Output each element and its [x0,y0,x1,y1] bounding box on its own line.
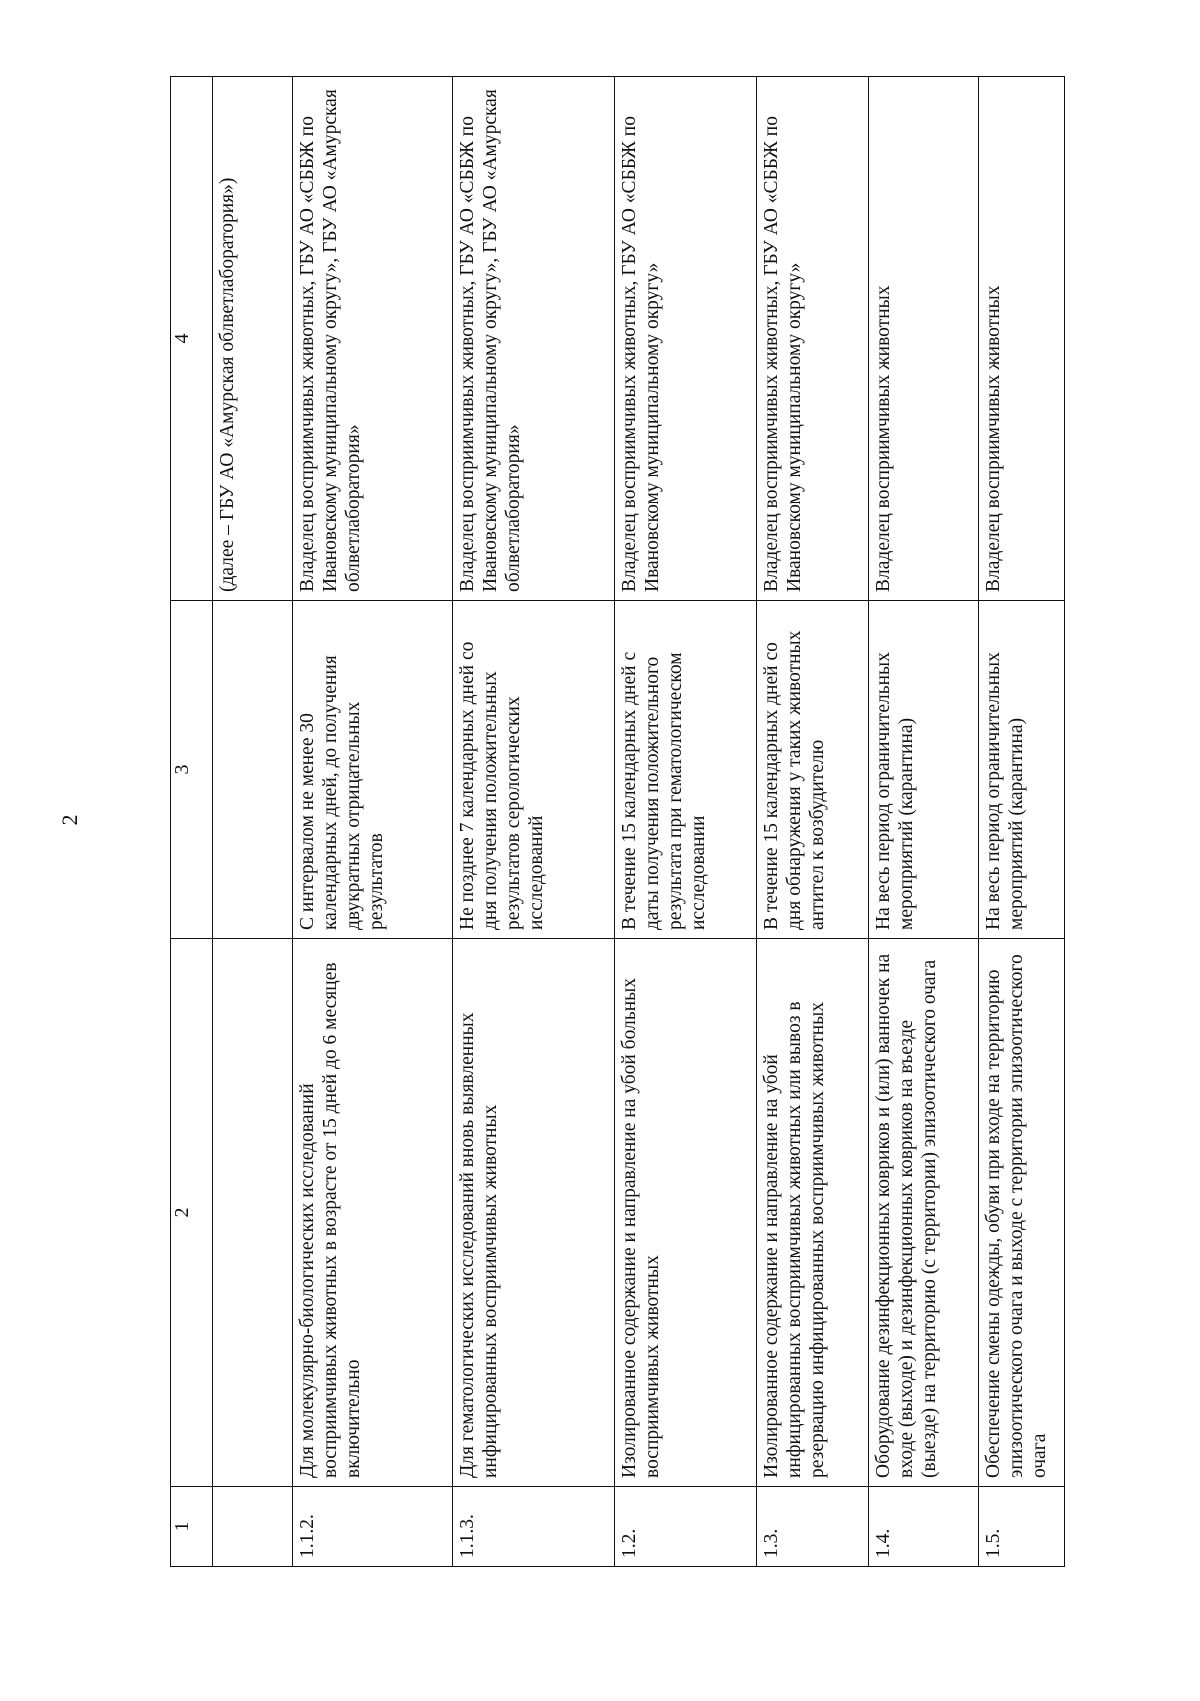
row-number: 1.2. [615,1487,757,1567]
responsible-cell: Владелец восприимчивых животных, ГБУ АО «СББЖ по Ивановскому муниципальному округу» [757,77,869,601]
measure-cell: Изолированное содержание и направление на убой инфицированных восприимчивых животных или вывоз в резервацию инфицированных восприимчивых животных [757,939,869,1487]
responsible-cell: Владелец восприимчивых животных, ГБУ АО «СББЖ по Ивановскому муниципальному округу» [615,77,757,601]
table-row [615,77,757,1567]
row-number: 1.4. [869,1487,979,1567]
header-cell-2: 2 [171,939,213,1487]
timing-cell [213,601,293,939]
header-cell-4: 4 [171,77,213,601]
row-number: 1.5. [979,1487,1065,1567]
measure-cell: Оборудование дезинфекционных ковриков и (или) ванночек на входе (выходе) и дезинфекционных ковриков на въезде (выезде) на территорию (с территории) эпизоотического очага [869,939,979,1487]
header-cell-1: 1 [171,1487,213,1567]
measure-cell: Изолированное содержание и направление на убой больных восприимчивых животных [615,939,757,1487]
header-cell-3: 3 [171,601,213,939]
timing-cell: В течение 15 календарных дней со дня обнаружения у таких животных антител к возбудителю [757,601,869,939]
page-number: 2 [57,814,82,826]
responsible-cell: Владелец восприимчивых животных [979,77,1065,601]
table-row [869,77,979,1567]
timing-cell: С интервалом не менее 30 календарных дней, до получения двукратных отрицательных результатов [293,601,453,939]
responsible-cell: Владелец восприимчивых животных, ГБУ АО «СББЖ по Ивановскому муниципальному округу», ГБУ АО «Амурская облветлаборатория» [453,77,615,601]
measure-cell: Для молекулярно-биологических исследований восприимчивых животных в возрасте от 15 дней до 6 месяцев включительно [293,939,453,1487]
responsible-cell: Владелец восприимчивых животных [869,77,979,601]
timing-cell: Не позднее 7 календарных дней со дня получения положительных результатов серологических исследований [453,601,615,939]
row-number [213,1487,293,1567]
table-row [979,77,1065,1567]
measure-cell [213,939,293,1487]
row-number: 1.1.3. [453,1487,615,1567]
row-number: 1.3. [757,1487,869,1567]
table-row [293,77,453,1567]
responsible-cell: (далее – ГБУ АО «Амурская облветлаборатория») [213,77,293,601]
timing-cell: В течение 15 календарных дней с даты получения положительного результата при гематологическом исследовании [615,601,757,939]
rotated-table-wrapper [170,77,1050,1567]
table-row [757,77,869,1567]
measure-cell: Обеспечение смены одежды, обуви при входе на территорию эпизоотического очага и выходе с территории эпизоотического очага [979,939,1065,1487]
row-number: 1.1.2. [293,1487,453,1567]
table-row [213,77,293,1567]
measures-table [170,76,1065,1567]
timing-cell: На весь период ограничительных мероприятий (карантина) [869,601,979,939]
timing-cell: На весь период ограничительных мероприятий (карантина) [979,601,1065,939]
table-header-row [171,77,213,1567]
measure-cell: Для гематологических исследований вновь выявленных инфицированных восприимчивых животных [453,939,615,1487]
table-row [453,77,615,1567]
responsible-cell: Владелец восприимчивых животных, ГБУ АО «СББЖ по Ивановскому муниципальному округу», ГБУ АО «Амурская облветлаборатория» [293,77,453,601]
